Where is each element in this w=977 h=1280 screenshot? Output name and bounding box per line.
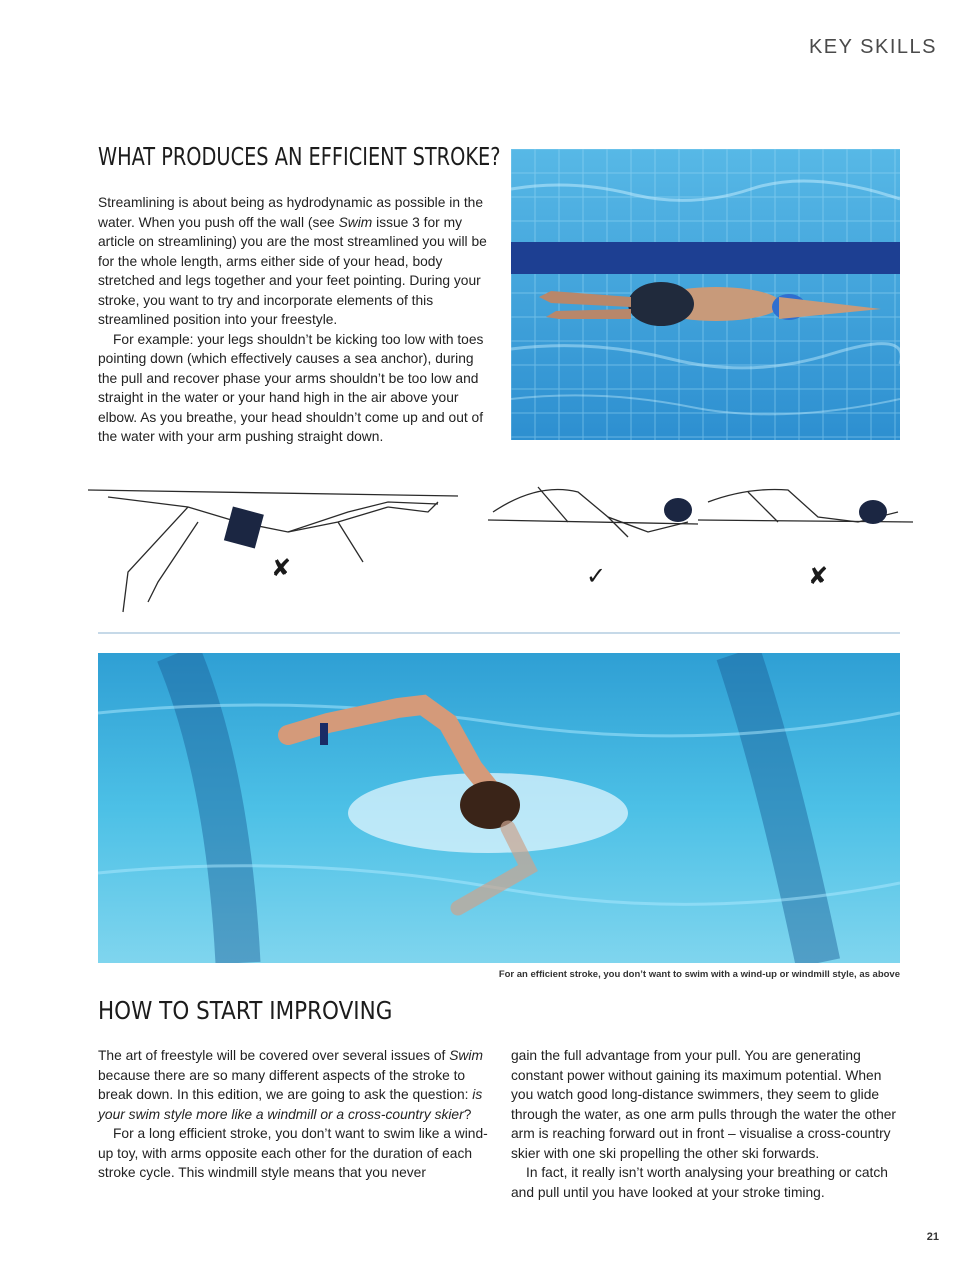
correct-mark: ✓ bbox=[586, 562, 607, 590]
improving-column-left bbox=[98, 1046, 490, 1183]
photo-caption: For an efficient stroke, you don’t want to swim with a wind-up or windmill style, as above bbox=[498, 969, 900, 980]
windmill-swimmer-photo bbox=[98, 653, 900, 963]
page-number: 21 bbox=[926, 1231, 939, 1243]
improving-paragraph-2: For a long efficient stroke, you don’t want to swim like a wind-up toy, with arms opposite each other for the duration of each stroke cycle. This windmill style means that you never bbox=[98, 1126, 488, 1180]
intro-text bbox=[98, 193, 490, 447]
intro-paragraph-1: Streamlining is about being as hydrodynamic as possible in the water. When you push off the wall (see Swim issue 3 for my article on streamlining) you are the most streamlined you will be for the whole length, arms either side of your head, body stretched and legs together and your feet pointing. During your stroke, you want to try and incorporate elements of this streamlined position into your freestyle. bbox=[98, 195, 487, 327]
section-divider bbox=[98, 632, 900, 634]
incorrect-mark-1: ✘ bbox=[271, 554, 292, 582]
intro-paragraph-2: For example: your legs shouldn’t be kicking too low with toes pointing down (which effectively causes a sea anchor), during the pull and recover phase your arms shouldn’t be too low and straight in the water or your hand high in the air above your elbow. As you breathe, your head shouldn’t come up and out of the water with your arm pushing straight down. bbox=[98, 331, 484, 444]
section-tag: KEY SKILLS bbox=[808, 36, 937, 58]
improving-paragraph-2-continued: gain the full advantage from your pull. You are generating constant power without gaining its maximum potential. When you watch good long-distance swimmers, they seem to glide through the water, as one arm pulls through the water the other arm is reaching forward out in front – visualise a cross-country skier with one ski propelling the other ski forwards. bbox=[511, 1048, 897, 1161]
incorrect-mark-2: ✘ bbox=[808, 562, 829, 590]
section2-heading: HOW TO START IMPROVING bbox=[98, 996, 393, 1025]
improving-paragraph-1: The art of freestyle will be covered over several issues of Swim because there are so many different aspects of the stroke to break down. In this edition, we are going to ask the question: is your swim style more like a windmill or a cross-country skier? bbox=[98, 1048, 483, 1122]
improving-column-right bbox=[511, 1046, 903, 1202]
stroke-sketches bbox=[88, 462, 913, 622]
sketch-drawings bbox=[88, 462, 913, 622]
section1-heading: WHAT PRODUCES AN EFFICIENT STROKE? bbox=[98, 142, 501, 171]
streamline-underwater-photo bbox=[511, 149, 900, 440]
improving-paragraph-3: In fact, it really isn’t worth analysing your breathing or catch and pull until you have looked at your stroke timing. bbox=[511, 1165, 888, 1200]
